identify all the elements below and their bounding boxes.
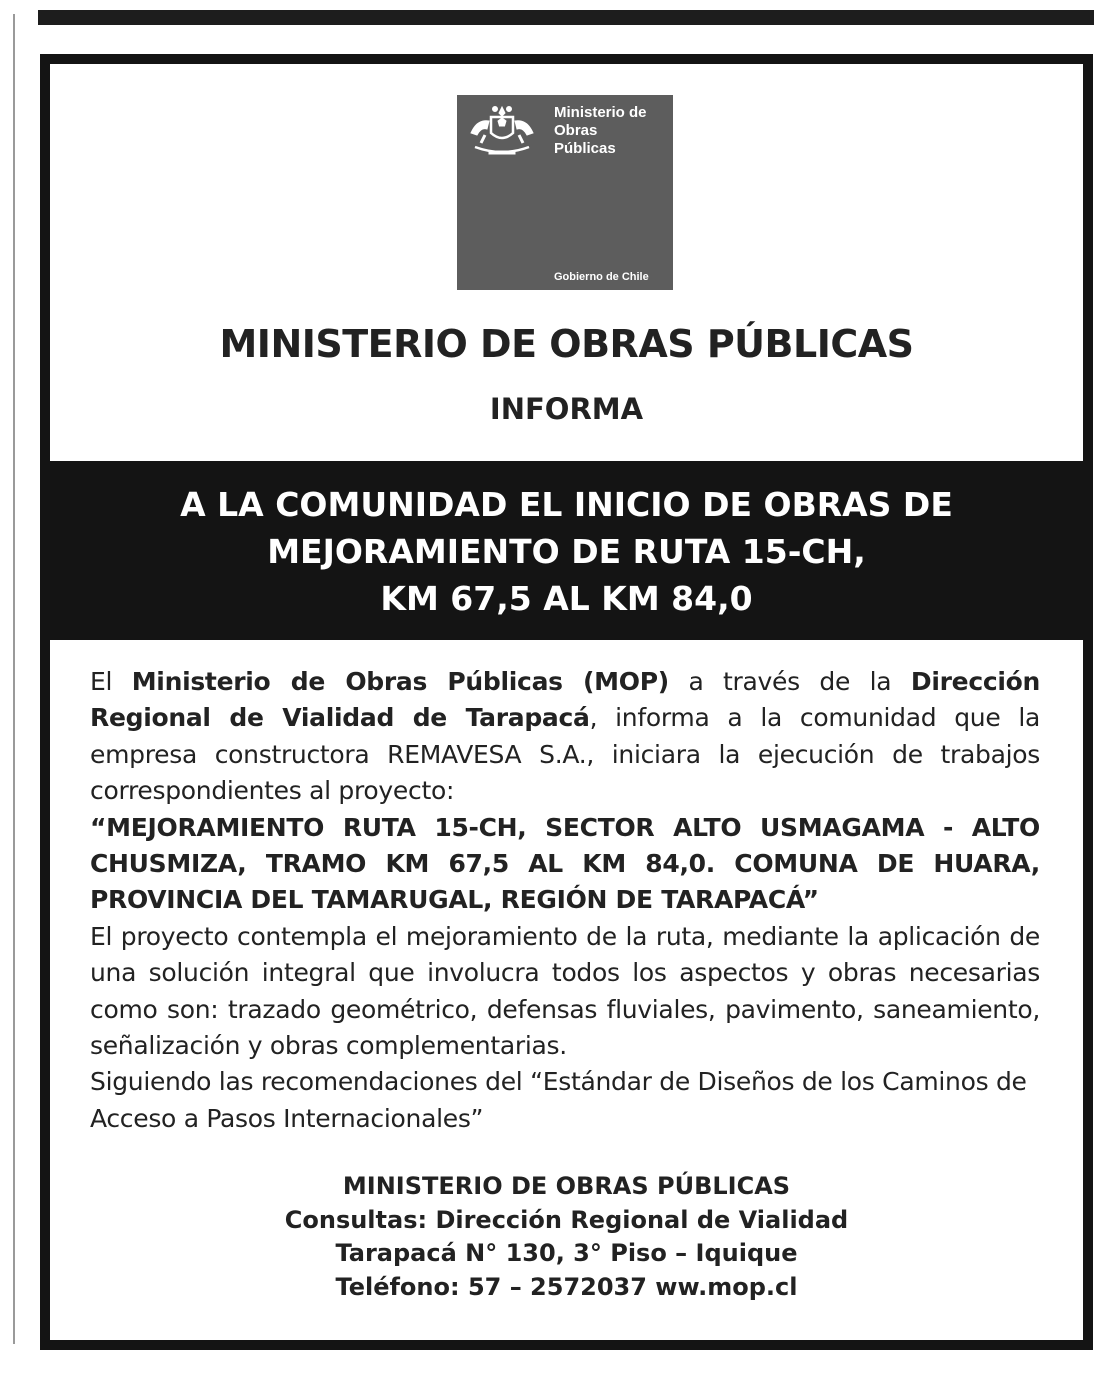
banner-line-2: MEJORAMIENTO DE RUTA 15-CH, — [267, 532, 866, 571]
notice-text — [90, 664, 1040, 1137]
ministry-logo — [457, 95, 673, 290]
coat-of-arms-icon — [467, 103, 537, 163]
banner-line-1: A LA COMUNIDAD EL INICIO DE OBRAS DE — [180, 485, 953, 524]
intro-direction-bold: Dirección Regional de Vialidad de Tarapacá — [90, 667, 1041, 733]
banner-line-3: KM 67,5 AL KM 84,0 — [380, 579, 753, 618]
footer-inquiries: Consultas: Dirección Regional de Vialidad — [284, 1205, 849, 1234]
footer-ministry: MINISTERIO DE OBRAS PÚBLICAS — [342, 1172, 791, 1200]
standard-paragraph: Siguiendo las recomendaciones del “Estándar de Diseños de los Caminos de Acceso a Pasos Internacionales” — [90, 1067, 1027, 1133]
top-divider-bar — [38, 10, 1094, 25]
logo-ministry-text: Ministerio de Obras Públicas — [554, 104, 647, 157]
intro-paragraph — [90, 664, 1040, 810]
footer-address: Tarapacá N° 130, 3° Piso – Iquique — [335, 1239, 798, 1267]
headline-banner — [50, 461, 1083, 640]
intro-text-e: , informa a la comunidad que la empresa constructora REMAVESA S.A., iniciara la ejecución de trabajos correspondientes al proyecto: — [90, 703, 1040, 806]
footer-phone: Teléfono: 57 – 2572037 ww.mop.cl — [335, 1272, 798, 1301]
page-edge-rule — [13, 14, 15, 1344]
project-name: “MEJORAMIENTO RUTA 15-CH, SECTOR ALTO USMAGAMA - ALTO CHUSMIZA, TRAMO KM 67,5 AL KM 84,0. COMUNA DE HUARA, PROVINCIA DEL TAMARUGAL, REGIÓN DE TARAPACÁ” — [90, 812, 1040, 915]
contact-footer — [50, 1170, 1083, 1304]
notice-subtitle: INFORMA — [489, 392, 644, 426]
intro-text-a: El — [90, 667, 132, 696]
scope-paragraph: El proyecto contempla el mejoramiento de la ruta, mediante la aplicación de una solución integral que involucra todos los aspectos y obras necesarias como son: trazado geométrico, defensas fluviales, pavimento, saneamiento, señalización y obras complementarias. — [90, 921, 1040, 1061]
intro-ministry-bold: Ministerio de Obras Públicas (MOP) — [131, 667, 669, 696]
logo-government-text: Gobierno de Chile — [554, 271, 649, 283]
notice-title: MINISTERIO DE OBRAS PÚBLICAS — [219, 322, 914, 366]
intro-text-c: a través de la — [668, 667, 911, 696]
